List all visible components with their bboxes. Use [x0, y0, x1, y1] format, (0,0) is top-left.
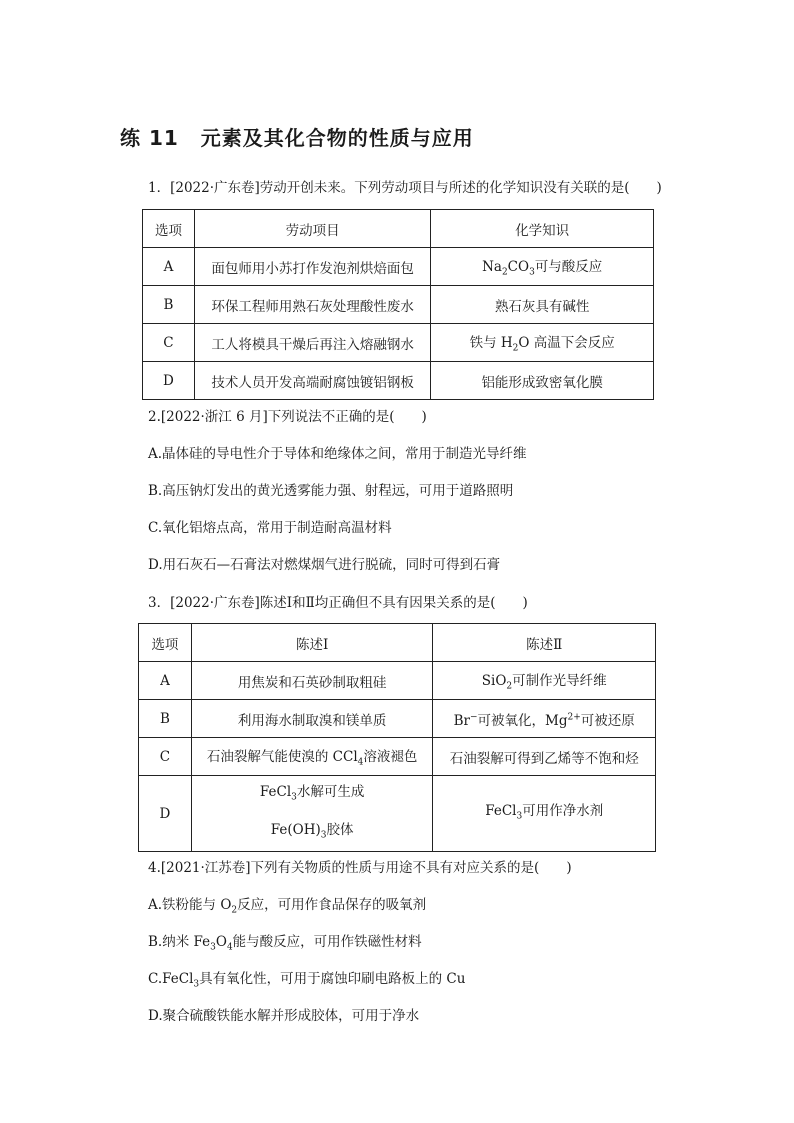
header-cell: 选项: [139, 624, 192, 662]
statement-1-cell: 用焦炭和石英砂制取粗硅: [191, 662, 433, 700]
page-title: [120, 122, 474, 151]
statement-1-cell: 石油裂解气能使溴的 CCl$_4$溶液褪色: [191, 738, 433, 776]
table-row: [143, 362, 654, 400]
knowledge-cell: 铝能形成致密氧化膜: [431, 362, 654, 400]
option-cell: B: [143, 286, 195, 324]
item-cell: 技术人员开发高端耐腐蚀镀铝钢板: [194, 362, 430, 400]
item-cell: 工人将模具干燥后再注入熔融钢水: [194, 324, 430, 362]
table-row: [139, 700, 656, 738]
statement-2-cell: FeCl$_3$可用作净水剂: [433, 776, 656, 852]
q2-option-b: B.高压钠灯发出的黄光透雾能力强、射程远，可用于道路照明: [148, 483, 514, 499]
q4-option-d: D.聚合硫酸铁能水解并形成胶体，可用于净水: [148, 1008, 420, 1024]
q2-stem: 2.[2022·浙江 6 月]下列说法不正确的是( ): [148, 409, 427, 425]
q4-option-c: C.FeCl$_3$具有氧化性，可用于腐蚀印刷电路板上的 Cu: [148, 971, 466, 990]
header-cell: 陈述Ⅱ: [433, 624, 656, 662]
table-row: [143, 324, 654, 362]
table-header-row: [139, 624, 656, 662]
item-cell: 面包师用小苏打作发泡剂烘焙面包: [194, 248, 430, 286]
option-cell: B: [139, 700, 192, 738]
table-row: [143, 286, 654, 324]
q2-option-d: D.用石灰石—石膏法对燃煤烟气进行脱硫，同时可得到石膏: [148, 557, 501, 573]
statement-2-cell: SiO$_2$可制作光导纤维: [433, 662, 656, 700]
table-row: [139, 738, 656, 776]
q2-option-a: A.晶体硅的导电性介于导体和绝缘体之间，常用于制造光导纤维: [148, 446, 527, 462]
q4-option-b: B.纳米 $Fe_3O_4$能与酸反应，可用作铁磁性材料: [148, 934, 422, 953]
q2-option-c: C.氧化铝熔点高，常用于制造耐高温材料: [148, 520, 392, 536]
header-cell: 化学知识: [431, 210, 654, 248]
statement-2-cell: 石油裂解可得到乙烯等不饱和烃: [433, 738, 656, 776]
option-cell: A: [139, 662, 192, 700]
table-row: [139, 776, 656, 852]
option-cell: D: [143, 362, 195, 400]
q1-table: [142, 209, 654, 400]
option-cell: C: [143, 324, 195, 362]
table-row: [143, 248, 654, 286]
option-cell: D: [139, 776, 192, 852]
knowledge-cell: 铁与 $H_2O$ 高温下会反应: [431, 324, 654, 362]
statement-2-cell: Br−可被氧化，$Mg^{2+}$可被还原: [433, 700, 656, 738]
header-cell: 劳动项目: [194, 210, 430, 248]
table-header-row: [143, 210, 654, 248]
exercise-number: 练 11: [120, 126, 179, 150]
knowledge-cell: 熟石灰具有碱性: [431, 286, 654, 324]
statement-1-cell: FeCl$_3$水解可生成 $Fe(OH)_3$胶体: [191, 776, 433, 852]
table-row: [139, 662, 656, 700]
exercise-title: 元素及其化合物的性质与应用: [200, 126, 474, 150]
option-cell: A: [143, 248, 195, 286]
option-cell: C: [139, 738, 192, 776]
statement-1-cell: 利用海水制取溴和镁单质: [191, 700, 433, 738]
header-cell: 陈述Ⅰ: [191, 624, 433, 662]
q4-stem: 4.[2021·江苏卷]下列有关物质的性质与用途不具有对应关系的是( ): [148, 860, 572, 876]
header-cell: 选项: [143, 210, 195, 248]
q3-stem: 3．[2022·广东卷]陈述Ⅰ和Ⅱ均正确但不具有因果关系的是( ): [148, 595, 528, 611]
q1-stem: 1．[2022·广东卷]劳动开创未来。下列劳动项目与所述的化学知识没有关联的是( ): [148, 180, 662, 196]
q4-option-a: A.铁粉能与 $O_2$反应，可用作食品保存的吸氧剂: [148, 897, 427, 916]
q3-table: [138, 623, 656, 852]
knowledge-cell: $Na_2CO_3$可与酸反应: [431, 248, 654, 286]
item-cell: 环保工程师用熟石灰处理酸性废水: [194, 286, 430, 324]
